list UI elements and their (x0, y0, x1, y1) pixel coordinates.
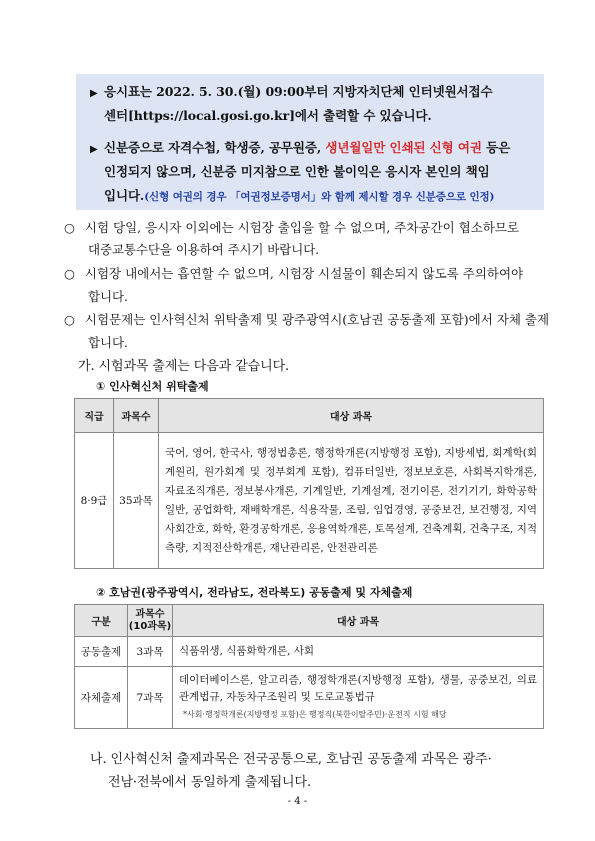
page-number: - 4 - (287, 796, 308, 807)
section-ga-heading: 가. 시험과목 출제는 다음과 같습니다. (78, 359, 290, 374)
section-na-line-2: 전남·전북에서 동일하게 출제됩니다. (108, 775, 311, 790)
bullet-3: ○ 시험문제는 인사혁신처 위탁출제 및 광주광역시(호남권 공동출제 포함)에서 자체 출제 (64, 312, 550, 327)
cell-subjects: 국어, 영어, 한국사, 행정법총론, 행정학개론(지방행정 포함), 지방세법, 회계학(회계원리, 원가회계 및 정부회계 포함), 컴퓨터일반, 정보보호론, 사회복지학개론, 자료조직개론, 정보봉사개론, 기계일반, 기계설계, 전기이론, 전기기기, 화학공학일반, 공업화학, 재배학개론, 식용작물, 조림, 임업경영, 공중보건, 보건행정, 지역사회간호, 화학, 환경공학개론, 응용역학개론, 토목설계, 건축계획, 건축구조, 지적측량, 지적전산학개론, 재난관리론, 안전관리론 (159, 433, 544, 569)
notice-item-2-line-3: 입니다.(신형 여권의 경우 「여권정보증명서」와 함께 제시할 경우 신분증으로 인정) (104, 188, 495, 203)
table-row (75, 667, 544, 729)
notice-item-1-line-2: 센터[https://local.gosi.go.kr]에서 출력할 수 있습니다. (104, 108, 432, 123)
section-na-line-1: 나. 인사혁신처 출제과목은 전국공통으로, 호남권 공동출제 과목은 광주· (90, 752, 492, 767)
table-header-row (75, 399, 544, 433)
table-row (75, 637, 544, 667)
circle-bullet-icon: ○ (64, 266, 75, 281)
circle-bullet-icon: ○ (64, 312, 75, 327)
cell-count: 3과목 (128, 637, 173, 667)
passport-note: (신형 여권의 경우 「여권정보증명서」와 함께 제시할 경우 신분증으로 인정) (144, 191, 495, 203)
header-count: 과목수 (114, 399, 159, 433)
header-count: 과목수 (10과목) (128, 605, 173, 637)
table-row (75, 433, 544, 569)
bullet-2-line-2: 합니다. (88, 289, 128, 304)
notice-item-2-line-2: 인정되지 않으며, 신분증 미지참으로 인한 불이익은 응시자 본인의 책임 (104, 164, 490, 179)
bullet-3-line-2: 합니다. (88, 335, 128, 350)
header-type: 구분 (75, 605, 128, 637)
triangle-bullet-icon: ▶ (90, 88, 98, 99)
cell-type: 공동출제 (75, 637, 128, 667)
table-header-row (75, 605, 544, 637)
cell-grade: 8·9급 (75, 433, 114, 569)
cell-subjects: 데이터베이스론, 알고리즘, 행정학개론(지방행정 포함), 생물, 공중보건, 의료관계법규, 자동차구조원리 및 도로교통법규 *사회·행정학개론(지방행정 포함)은 행정직(북한이탈주민)·운전직 시험 해당 (173, 667, 544, 729)
footnote: *사회·행정학개론(지방행정 포함)은 행정직(북한이탈주민)·운전직 시험 해당 (183, 710, 447, 719)
gosi-link[interactable]: https://local.gosi.go.kr (133, 108, 290, 123)
table-subjects-1 (74, 398, 544, 569)
bullet-1: ○ 시험 당일, 응시자 이외에는 시험장 출입을 할 수 없으며, 주차공간이 협소하므로 (64, 220, 519, 235)
highlight-passport: 생년월일만 인쇄된 신형 여권 (325, 140, 482, 155)
bullet-1-line-2: 대중교통수단을 이용하여 주시기 바랍니다. (88, 242, 320, 257)
notice-item-2-line-1: ▶ 신분증으로 자격수첩, 학생증, 공무원증, 생년월일만 인쇄된 신형 여권 등은 (90, 140, 511, 155)
header-grade: 직급 (75, 399, 114, 433)
sub-heading-1: ① 인사혁신처 위탁출제 (96, 380, 209, 393)
bullet-2: ○ 시험장 내에서는 흡연할 수 없으며, 시험장 시설물이 훼손되지 않도록 주의하여야 (64, 266, 524, 281)
cell-subjects: 식품위생, 식품화학개론, 사회 (173, 637, 544, 667)
notice-item-1-line-1: ▶ 응시표는 2022. 5. 30.(월) 09:00부터 지방자치단체 인터넷원서접수 (90, 84, 493, 99)
triangle-bullet-icon: ▶ (90, 144, 98, 155)
table-subjects-2 (74, 604, 544, 729)
notice-box (76, 74, 544, 210)
circle-bullet-icon: ○ (64, 220, 75, 235)
header-subjects: 대상 과목 (159, 399, 544, 433)
cell-count: 35과목 (114, 433, 159, 569)
sub-heading-2: ② 호남권(광주광역시, 전라남도, 전라북도) 공동출제 및 자체출제 (96, 586, 413, 599)
cell-count: 7과목 (128, 667, 173, 729)
cell-type: 자체출제 (75, 667, 128, 729)
header-subjects: 대상 과목 (173, 605, 544, 637)
